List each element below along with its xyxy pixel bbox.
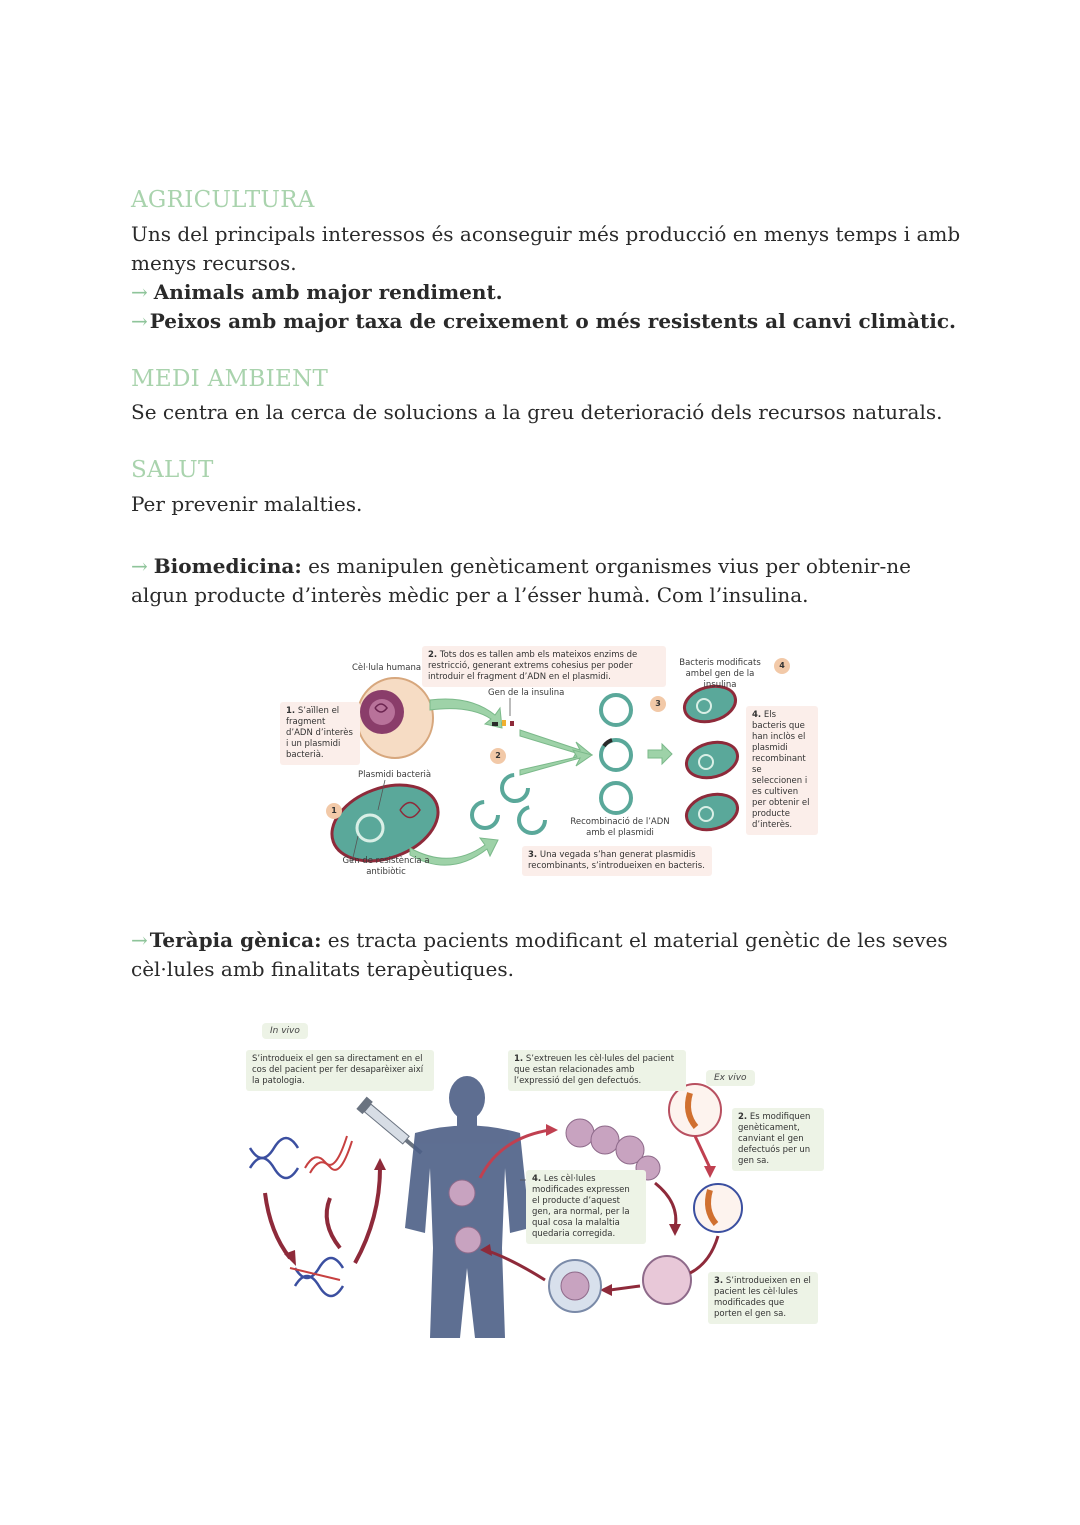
heading-agricultura: AGRICULTURA — [131, 187, 315, 213]
step-4-box: 4. Els bacteris que han inclòs el plasmidi recombinant se seleccionen i es cultiven per obtenir el producte d’interès. — [746, 706, 818, 835]
in-vivo-box: S’introdueix el gen sa directament en el cos del pacient per fer desaparèixer així la patologia. — [246, 1050, 434, 1091]
medi-ambient-text: Se centra en la cerca de solucions a la greu deterioració dels recursos naturals. — [131, 400, 943, 424]
insulin-gene-label: Gen de la insulina — [488, 688, 565, 698]
agricultura-bullet-1: → Animals amb major rendiment. — [131, 280, 503, 304]
ex-vivo-tag: Ex vivo — [706, 1070, 755, 1086]
step-1-extract-box: 1. S’extreuen les cèl·lules del pacient que estan relacionades amb l’expressió del gen defectuós. — [508, 1050, 686, 1091]
terapia-paragraph: → Teràpia gènica: es tracta pacients modificant el material genètic de les seves cèl·lules amb finalitats terapèutiques. — [131, 928, 948, 981]
cell-label: Cèl·lula humana — [352, 663, 422, 673]
agricultura-text: Uns del principals interessos és aconseguir més producció en menys temps i amb menys recursos. — [131, 222, 961, 275]
badge-1: 1 — [326, 803, 342, 819]
badge-3: 3 — [650, 696, 666, 712]
heading-salut: SALUT — [131, 457, 214, 483]
step-1-box: 1. S’aïllen el fragment d’ADN d’interès i un plasmidi bacterià. — [280, 702, 360, 765]
step-3-reintroduce-box: 3. S’introdueixen en el pacient les cèl·lules modificades que porten el gen sa. — [708, 1272, 818, 1324]
badge-4: 4 — [774, 658, 790, 674]
step-2-box: 2. Tots dos es tallen amb els mateixos enzims de restricció, generant extrems cohesius per poder introduir el fragment d’ADN en el plasmidi. — [422, 646, 666, 687]
recombination-label: Recombinació de l’ADN amb el plasmidi — [570, 817, 670, 838]
resistance-gene-label: Gen de resistència a antibiòtic — [342, 856, 430, 877]
plasmid-label: Plasmidi bacterià — [358, 770, 432, 780]
step-2-modify-box: 2. Es modifiquen genèticament, canviant el gen defectuós per un gen sa. — [732, 1108, 824, 1171]
arrow-icon: → — [131, 554, 148, 578]
gene-therapy-diagram — [240, 1018, 825, 1338]
heading-medi-ambient: MEDI AMBIENT — [131, 366, 329, 392]
salut-text: Per prevenir malalties. — [131, 492, 363, 516]
arrow-icon: → — [131, 928, 148, 952]
badge-2: 2 — [490, 748, 506, 764]
arrow-icon: → — [131, 280, 148, 304]
biomedicina-paragraph: → Biomedicina: es manipulen genèticament organismes vius per obtenir-ne algun producte d’interès mèdic per a l’ésser humà. Com l’insulina. — [131, 554, 911, 607]
step-4-express-box: 4. Les cèl·lules modificades expressen el producte d’aquest gen, ara normal, per la qual cosa la malaltia quedaria corregida. — [526, 1170, 646, 1244]
bacteria-label: Bacteris modificats ambel gen de la insulina — [679, 658, 761, 690]
arrow-icon: → — [131, 309, 148, 333]
insulin-diagram — [270, 640, 830, 880]
agricultura-bullet-2: → Peixos amb major taxa de creixement o més resistents al canvi climàtic. — [131, 309, 956, 333]
in-vivo-tag: In vivo — [262, 1023, 308, 1039]
step-3-box: 3. Una vegada s’han generat plasmidis recombinants, s’introdueixen en bacteris. — [522, 846, 712, 876]
